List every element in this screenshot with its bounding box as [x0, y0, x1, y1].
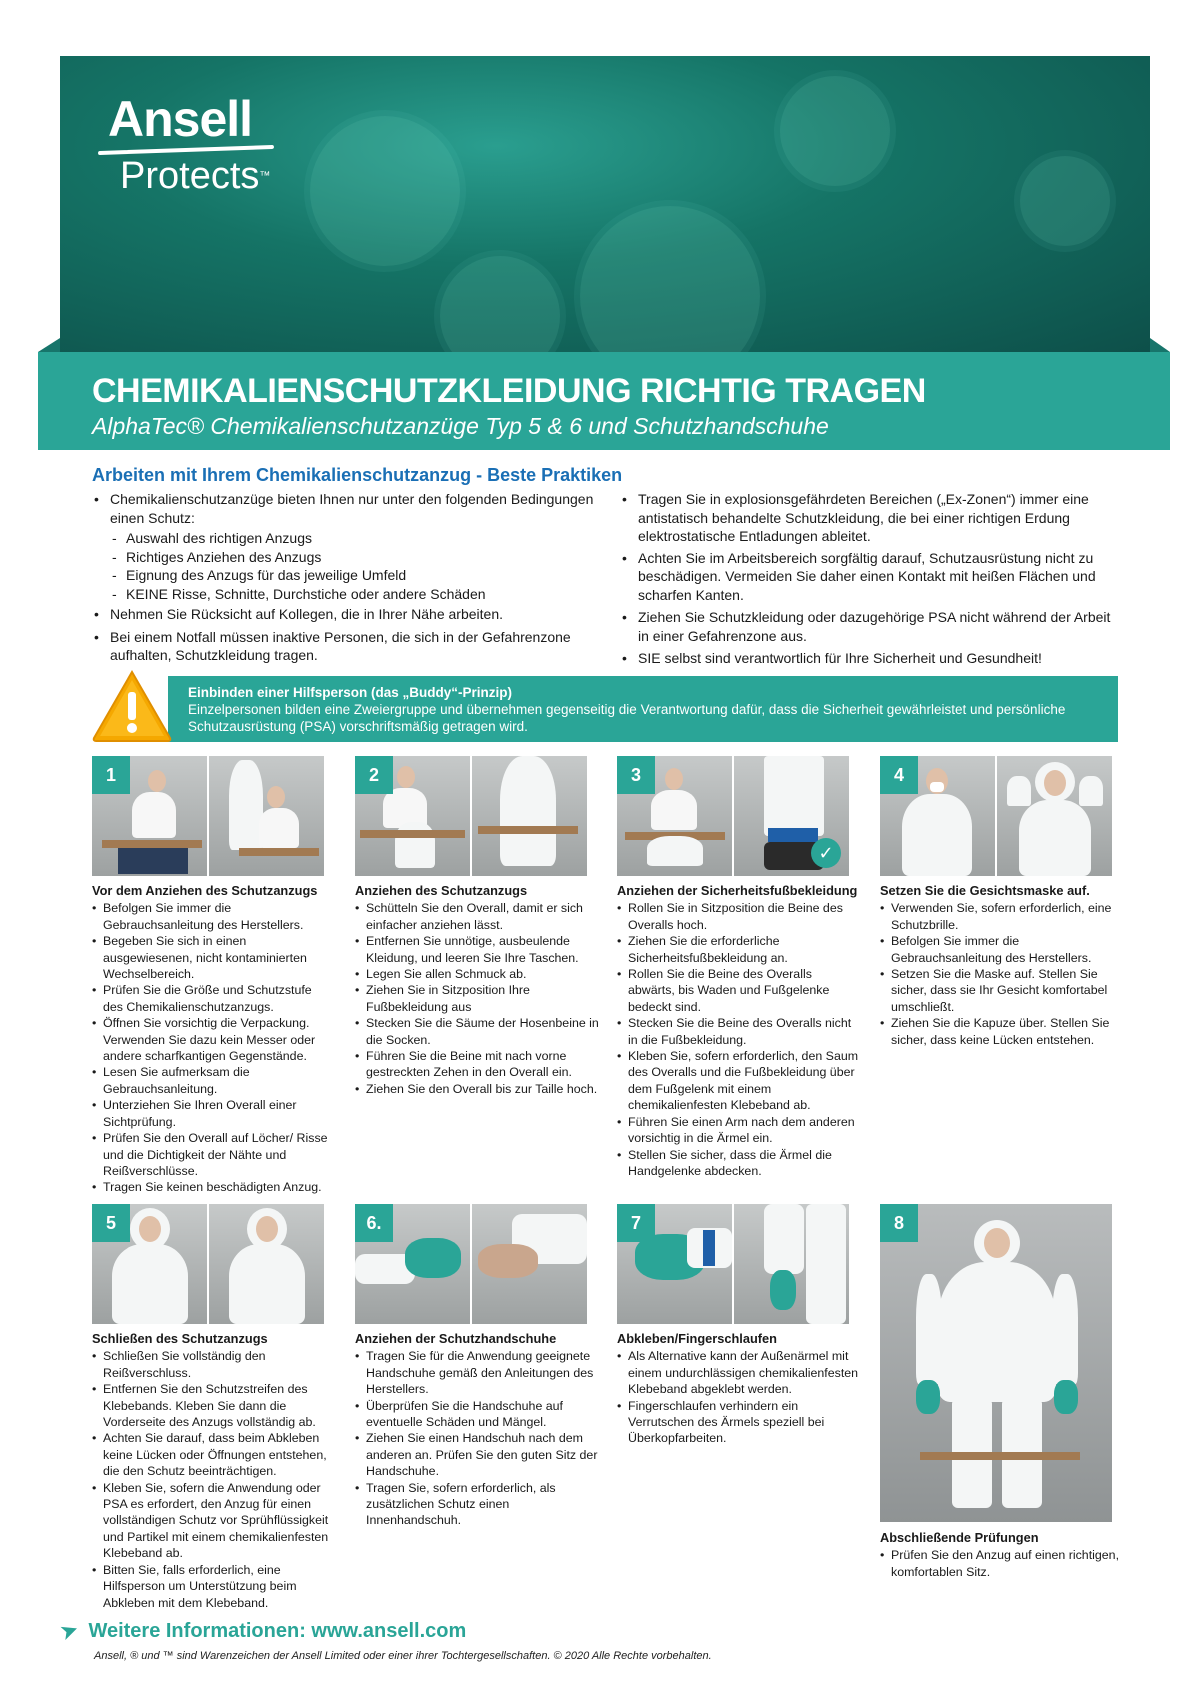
- step-6-text: [355, 1331, 600, 1529]
- logo-tagline: Protects™: [120, 155, 271, 197]
- step-bullet: • Befolgen Sie immer die Gebrauchsanleitung des Herstellers.: [92, 900, 332, 933]
- step-4-photo: [880, 756, 1112, 876]
- step-bullet: • Öffnen Sie vorsichtig die Verpackung. Verwenden Sie dazu kein Messer oder andere scharfkantigen Gegenstände.: [92, 1015, 332, 1064]
- photo-panel: [209, 1204, 324, 1324]
- more-info-link[interactable]: [56, 1615, 467, 1646]
- photo-panel: [997, 756, 1112, 876]
- hand: [478, 1244, 538, 1278]
- buddy-banner: [168, 676, 1118, 742]
- glove: [770, 1270, 796, 1310]
- bullet: • Achten Sie im Arbeitsbereich sorgfältig darauf, Schutzausrüstung nicht zu beschädigen. Vermeiden Sie daher einen Kontakt mit heißen Flächen und scharfen Kanten.: [620, 549, 1125, 605]
- step-bullet: • Prüfen Sie den Overall auf Löcher/ Risse und die Dichtigkeit der Nähte und Reißverschlüsse.: [92, 1130, 332, 1179]
- step-6-photo: [355, 1204, 587, 1324]
- step-bullet: • Bitten Sie, falls erforderlich, eine Hilfsperson um Unterstützung beim Abkleben mit dem Klebeband.: [92, 1562, 337, 1611]
- suit: [395, 822, 435, 868]
- virus-graphic: [310, 116, 460, 266]
- photo-panel: [209, 756, 324, 876]
- step-bullet: • Legen Sie allen Schmuck ab.: [355, 966, 600, 982]
- step-1-photo: [92, 756, 324, 876]
- step-bullet: • Befolgen Sie immer die Gebrauchsanleitung des Herstellers.: [880, 933, 1125, 966]
- step-2-text: [355, 883, 600, 1097]
- jeans: [118, 848, 188, 874]
- step-bullet: • Tragen Sie, sofern erforderlich, als zusätzlichen Schutz einen Innenhandschuh.: [355, 1480, 600, 1529]
- suit: [229, 1244, 305, 1324]
- step-bullet: • Stecken Sie die Säume der Hosenbeine in die Socken.: [355, 1015, 600, 1048]
- suit: [902, 794, 972, 876]
- step-bullet: • Tragen Sie keinen beschädigten Anzug.: [92, 1179, 332, 1195]
- check-icon: ✓: [811, 838, 841, 868]
- arm: [916, 1274, 942, 1384]
- photo-panel: [472, 1204, 587, 1324]
- person-head: [665, 768, 683, 790]
- bench: [239, 848, 319, 856]
- step-bullet: • Entfernen Sie den Schutzstreifen des Klebebands. Kleben Sie dann die Vorderseite des Anzugs vollständig ab.: [92, 1381, 337, 1430]
- step-4-text: [880, 883, 1125, 1048]
- step-bullet: • Prüfen Sie den Anzug auf einen richtigen, komfortablen Sitz.: [880, 1547, 1125, 1580]
- step-title: Schließen des Schutzanzugs: [92, 1331, 268, 1346]
- step-bullet: • Schließen Sie vollständig den Reißverschluss.: [92, 1348, 337, 1381]
- step-5-photo: [92, 1204, 324, 1324]
- suit: [806, 1204, 846, 1324]
- step-bullet: • Unterziehen Sie Ihren Overall einer Sichtprüfung.: [92, 1097, 332, 1130]
- sub-bullet: - Richtiges Anziehen des Anzugs: [92, 548, 612, 567]
- step-number: 3: [617, 756, 655, 794]
- step-bullet: • Rollen Sie die Beine des Overalls abwärts, bis Waden und Fußgelenke bedeckt sind.: [617, 966, 862, 1015]
- arm: [1007, 776, 1031, 806]
- person-head: [139, 1216, 161, 1242]
- step-bullet: • Fingerschlaufen verhindern ein Verrutschen des Ärmels speziell bei Überkopfarbeiten.: [617, 1398, 862, 1447]
- more-info-text: Weitere Informationen: www.ansell.com: [88, 1619, 467, 1642]
- shirt: [259, 808, 299, 848]
- step-bullet: • Verwenden Sie, sofern erforderlich, eine Schutzbrille.: [880, 900, 1125, 933]
- step-bullet: • Achten Sie darauf, dass beim Abkleben keine Lücken oder Öffnungen entstehen, die den Schutz beeinträchtigen.: [92, 1430, 337, 1479]
- step-bullet: • Stellen Sie sicher, dass die Ärmel die Handgelenke abdecken.: [617, 1147, 862, 1180]
- bench: [102, 840, 202, 848]
- step-number: 2: [355, 756, 393, 794]
- step-3-photo: [617, 756, 849, 876]
- sleeve: [764, 1204, 804, 1274]
- ansell-logo: [108, 91, 274, 197]
- step-bullet: • Ziehen Sie in Sitzposition Ihre Fußbekleidung aus: [355, 982, 600, 1015]
- step-number: 5: [92, 1204, 130, 1242]
- tape: [703, 1230, 715, 1266]
- bench: [360, 830, 465, 838]
- sub-bullet: - KEINE Risse, Schnitte, Durchstiche oder andere Schäden: [92, 585, 612, 604]
- logo-name: Ansell: [108, 91, 253, 147]
- person-head: [148, 770, 166, 792]
- step-bullet: • Ziehen Sie einen Handschuh nach dem anderen an. Prüfen Sie den guten Sitz der Handschuhe.: [355, 1430, 600, 1479]
- step-bullet: • Führen Sie einen Arm nach dem anderen vorsichtig in die Ärmel ein.: [617, 1114, 862, 1147]
- suit: [112, 1244, 188, 1324]
- person-head: [984, 1228, 1010, 1258]
- step-title: Vor dem Anziehen des Schutzanzugs: [92, 883, 318, 898]
- step-5-text: [92, 1331, 337, 1611]
- arrow-icon: ➤: [56, 1615, 82, 1646]
- best-practices-left: [92, 490, 612, 667]
- step-title: Anziehen des Schutzanzugs: [355, 883, 528, 898]
- bench: [478, 826, 578, 834]
- tape: [768, 828, 818, 842]
- step-bullet: • Rollen Sie in Sitzposition die Beine des Overalls hoch.: [617, 900, 862, 933]
- step-bullet: • Begeben Sie sich in einen ausgewiesenen, nicht kontaminierten Wechselbereich.: [92, 933, 332, 982]
- bullet: • Tragen Sie in explosionsgefährdeten Bereichen („Ex-Zonen“) immer eine antistatisch behandelte Schutzkleidung, die bei einer richtigen Erdung elektrostatische Entladungen ableitet.: [620, 490, 1125, 546]
- bench: [920, 1452, 1080, 1460]
- step-8-photo: [880, 1204, 1112, 1522]
- step-number: 8: [880, 1204, 918, 1242]
- step-number: 6.: [355, 1204, 393, 1242]
- step-bullet: • Entfernen Sie unnötige, ausbeulende Kleidung, und leeren Sie Ihre Taschen.: [355, 933, 600, 966]
- bullet: • SIE selbst sind verantwortlich für Ihre Sicherheit und Gesundheit!: [620, 649, 1125, 668]
- suit: [229, 760, 263, 850]
- sub-bullet: - Eignung des Anzugs für das jeweilige Umfeld: [92, 566, 612, 585]
- step-number: 4: [880, 756, 918, 794]
- person-head: [1044, 770, 1066, 796]
- step-3-text: [617, 883, 862, 1179]
- step-1-text: [92, 883, 332, 1196]
- shirt: [651, 790, 697, 830]
- step-bullet: • Tragen Sie für die Anwendung geeignete Handschuhe gemäß den Anleitungen des Herstellers.: [355, 1348, 600, 1397]
- step-bullet: • Als Alternative kann der Außenärmel mit einem undurchlässigen chemikalienfesten Klebeband abgeklebt werden.: [617, 1348, 862, 1397]
- suit: [764, 756, 824, 836]
- shirt: [132, 792, 176, 838]
- step-bullet: • Schütteln Sie den Overall, damit er sich einfacher anziehen lässt.: [355, 900, 600, 933]
- virus-graphic: [780, 76, 890, 186]
- glove: [405, 1238, 461, 1278]
- bullet: • Bei einem Notfall müssen inaktive Personen, die sich in der Gefahrenzone aufhalten, Schutzkleidung tragen.: [92, 628, 612, 665]
- step-bullet: • Überprüfen Sie die Handschuhe auf eventuelle Schäden und Mängel.: [355, 1398, 600, 1431]
- photo-panel: [734, 1204, 849, 1324]
- step-bullet: • Kleben Sie, sofern erforderlich, den Saum des Overalls und die Fußbekleidung über dem Fußgelenk mit einem chemikalienfesten Klebeband ab.: [617, 1048, 862, 1114]
- person-head: [256, 1216, 278, 1242]
- glove: [916, 1380, 940, 1414]
- arm: [1079, 776, 1103, 806]
- mask: [930, 782, 944, 792]
- page-subtitle: AlphaTec® Chemikalienschutzanzüge Typ 5 & 6 und Schutzhandschuhe: [92, 413, 829, 439]
- warning-icon: [90, 668, 174, 744]
- virus-graphic: [580, 206, 760, 356]
- hero-banner: [60, 56, 1150, 356]
- step-title: Abkleben/Fingerschlaufen: [617, 1331, 777, 1346]
- photo-panel: [472, 756, 587, 876]
- page-title: CHEMIKALIENSCHUTZKLEIDUNG RICHTIG TRAGEN: [92, 372, 926, 410]
- step-bullet: • Kleben Sie, sofern die Anwendung oder PSA es erfordert, den Anzug für einen vollständigen Schutz vor Sprühflüssigkeit und Partikel mit einem chemikalienfesten Klebeband ab.: [92, 1480, 337, 1562]
- step-bullet: • Prüfen Sie die Größe und Schutzstufe des Chemikalienschutzanzugs.: [92, 982, 332, 1015]
- step-title: Anziehen der Sicherheitsfußbekleidung: [617, 883, 858, 898]
- sub-bullet: - Auswahl des richtigen Anzugs: [92, 529, 612, 548]
- virus-graphic: [1020, 156, 1110, 246]
- step-number: 7: [617, 1204, 655, 1242]
- best-practices-right: [620, 490, 1125, 670]
- step-title: Anziehen der Schutzhandschuhe: [355, 1331, 557, 1346]
- step-2-photo: [355, 756, 587, 876]
- buddy-title: Einbinden einer Hilfsperson (das „Buddy“-Prinzip): [188, 685, 513, 700]
- step-number: 1: [92, 756, 130, 794]
- bullet: • Chemikalienschutzanzüge bieten Ihnen nur unter den folgenden Bedingungen einen Schutz:: [92, 490, 612, 527]
- suit: [938, 1262, 1056, 1402]
- person-head: [397, 766, 415, 788]
- step-title: Setzen Sie die Gesichtsmaske auf.: [880, 883, 1090, 898]
- arm: [1052, 1274, 1078, 1384]
- bullet: • Ziehen Sie Schutzkleidung oder dazugehörige PSA nicht während der Arbeit in einer Gefahrenzone aus.: [620, 608, 1125, 645]
- step-bullet: • Ziehen Sie den Overall bis zur Taille hoch.: [355, 1081, 600, 1097]
- buddy-text: Einzelpersonen bilden eine Zweiergruppe und übernehmen gegenseitig die Verantwortung dafür, dass die Sicherheit gewährleistet und persönliche Schutzausrüstung (PSA) vorschriftsmäßig getragen wird.: [188, 702, 1066, 734]
- bullet: • Nehmen Sie Rücksicht auf Kollegen, die in Ihrer Nähe arbeiten.: [92, 605, 612, 624]
- suit: [647, 836, 703, 866]
- step-8-text: [880, 1530, 1125, 1580]
- step-bullet: • Stecken Sie die Beine des Overalls nicht in die Fußbekleidung.: [617, 1015, 862, 1048]
- step-7-text: [617, 1331, 862, 1447]
- person-head: [267, 786, 285, 808]
- best-practices-heading: Arbeiten mit Ihrem Chemikalienschutzanzug - Beste Praktiken: [92, 465, 623, 485]
- legal-notice: Ansell, ® und ™ sind Warenzeichen der Ansell Limited oder einer ihrer Tochtergesellschaften. © 2020 Alle Rechte vorbehalten.: [94, 1650, 712, 1662]
- glove: [1054, 1380, 1078, 1414]
- step-bullet: • Lesen Sie aufmerksam die Gebrauchsanleitung.: [92, 1064, 332, 1097]
- step-7-photo: [617, 1204, 849, 1324]
- step-bullet: • Ziehen Sie die erforderliche Sicherheitsfußbekleidung an.: [617, 933, 862, 966]
- band-fold-left: [38, 338, 60, 352]
- suit: [1019, 800, 1091, 876]
- title-band: [38, 352, 1170, 450]
- band-fold-right: [1150, 338, 1170, 352]
- virus-graphic: [440, 256, 560, 356]
- step-title: Abschließende Prüfungen: [880, 1530, 1039, 1545]
- step-bullet: • Führen Sie die Beine mit nach vorne gestreckten Zehen in den Overall ein.: [355, 1048, 600, 1081]
- suit: [500, 756, 556, 866]
- step-bullet: • Setzen Sie die Maske auf. Stellen Sie sicher, dass sie Ihr Gesicht komfortabel umschließt.: [880, 966, 1125, 1015]
- step-bullet: • Ziehen Sie die Kapuze über. Stellen Sie sicher, dass keine Lücken entstehen.: [880, 1015, 1125, 1048]
